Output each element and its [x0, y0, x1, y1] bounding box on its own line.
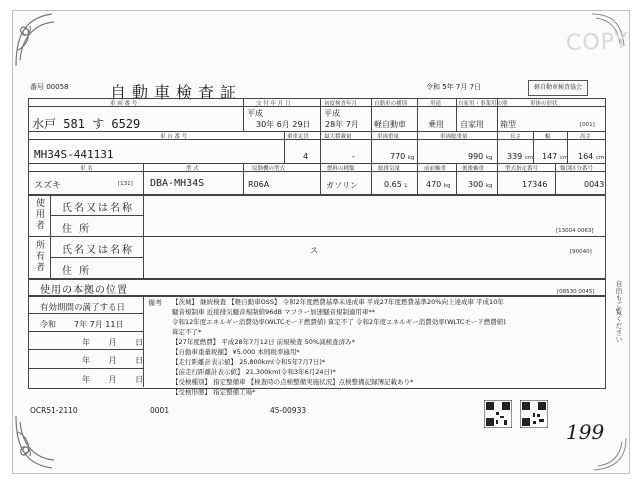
notes-title: 備考 — [148, 299, 162, 307]
length: 339 cm — [507, 152, 534, 161]
page-title: 自動車検査証 — [110, 83, 243, 102]
owner-address-label: 住 所 — [62, 266, 92, 277]
certificate-number: 番号 00058 — [30, 83, 69, 91]
displacement: 0.65 L — [384, 180, 408, 189]
registration-date: 30年 6月 29日 — [256, 120, 311, 129]
fuel-type: ガソリン — [326, 181, 358, 190]
label-length: 長さ — [510, 134, 522, 140]
expiry-date: 7年 7月 11日 — [74, 320, 124, 329]
qr-code-icon — [520, 400, 548, 428]
corner-ornament-icon — [12, 412, 56, 472]
label-model: 型 式 — [186, 166, 199, 172]
notes-line: 【走行距離計表示値】 25,800km(令和5年7月7日)* — [172, 358, 326, 366]
gross-weight: 990 kg — [468, 152, 493, 161]
height: 164 cm — [578, 152, 605, 161]
label-width: 幅 — [545, 134, 551, 140]
side-note: 自由もご覧ください — [615, 280, 623, 343]
label-front: 前前軸重 — [424, 166, 447, 172]
copy-watermark: COPY — [565, 28, 630, 57]
make-code: [131] — [118, 181, 133, 187]
label-shape: 車体の形状 — [530, 101, 558, 107]
label-engine: 原動機の型式 — [252, 166, 286, 172]
expiry-label: 有効期間の満了する日 — [40, 303, 126, 313]
qr-code-icon — [484, 400, 512, 428]
notes-line: 算定不了* — [172, 328, 202, 336]
engine-model: R06A — [248, 180, 270, 189]
owner-code: [90040] — [570, 249, 592, 255]
base-code: [08530 0045] — [557, 289, 595, 295]
label-rear: 後後軸重 — [462, 166, 485, 172]
seating-capacity: 4 — [303, 152, 309, 161]
base-location-label: 使用の本拠の位置 — [40, 285, 128, 296]
notes-line: 【自動車重量税額】 ¥5,000 本則税率適用* — [172, 348, 300, 356]
notes-line: 【茨城】 継続検査 【軽自動車OSS】 令和2年度燃費基準未達成車 平成27年度燃費基準20%向上達成車 平成10年 — [172, 298, 504, 306]
first-registration: 28年 7月 — [325, 120, 359, 129]
body-shape: 箱型 — [500, 120, 516, 129]
first-reg-era: 平成 — [324, 109, 340, 118]
corner-ornament-icon — [12, 10, 60, 70]
user-name-label: 氏名又は名称 — [62, 203, 134, 214]
notes-line: 令和12年度エネルギー消費効率(WLTCモード燃費値) 算定不了 令和2年度エネルギー消費効率(WLTCモード燃費値) — [172, 318, 506, 326]
notes-line: 【27年度燃費】 平成28年7月12日 前規検査 50%減検査済み* — [172, 338, 355, 346]
label-first-reg: 初度検査年月 — [324, 101, 358, 107]
label-height: 高さ — [580, 134, 592, 140]
vehicle-model: DBA-MH34S — [150, 178, 205, 189]
front-axle: 470 kg — [426, 180, 451, 189]
label-chassis: 車 台 番 号 — [160, 134, 188, 140]
footer-code-2: 45-00933 — [270, 406, 307, 415]
label-kind: 自動車の種別 — [374, 101, 408, 107]
owner-name: ス — [310, 246, 318, 255]
label-gross: 車両総重量 — [440, 134, 468, 140]
vehicle-table — [28, 98, 606, 196]
expiry-blank-2: 年 月 日 — [82, 356, 152, 365]
label-class-no: 類別区分番号 — [560, 166, 594, 172]
label-reg-no: 車 両 番 号 — [110, 101, 138, 107]
vehicle-purpose: 自家用 — [460, 120, 484, 129]
label-use: 用途 — [430, 101, 442, 107]
footer-code-1: 0001 — [150, 406, 170, 415]
notes-line: 【前走行距離計表示値】 21,300km(令和3年6月24日)* — [172, 368, 336, 376]
user-side-label: 使用者 — [34, 198, 44, 231]
vehicle-use: 乗用 — [428, 120, 444, 129]
label-fuel: 燃料の種類 — [327, 166, 355, 172]
label-purpose: 自家用・事業用の別 — [458, 101, 508, 107]
form-number: OCR51-2110 — [30, 406, 78, 415]
handwritten-number: 199 — [566, 420, 605, 444]
reg-era: 平成 — [247, 109, 263, 118]
chassis-number: MH34S-441131 — [34, 148, 114, 161]
registration-number: 水戸 581 す 6529 — [32, 117, 141, 131]
label-weight: 車両重量 — [377, 134, 400, 140]
max-load: - — [352, 152, 355, 161]
owner-name-label: 氏名又は名称 — [62, 245, 134, 256]
notes-line: 騒音規制車 近接排気騒音規制値96dB マフラー加速騒音規制適用車** — [172, 308, 375, 316]
type-number: 17346 — [522, 180, 548, 189]
label-max-load: 最大積載量 — [324, 134, 352, 140]
label-disp: 総排気量 — [378, 166, 401, 172]
vehicle-kind: 軽自動車 — [374, 120, 406, 129]
expiry-era: 令和 — [40, 320, 56, 329]
label-capacity: 乗車定員 — [287, 134, 310, 140]
label-reg-date: 交 付 年 月 日 — [256, 101, 291, 107]
rear-axle: 300 kg — [468, 180, 493, 189]
notes-line: 【受検形態】 指定整備工場* — [172, 388, 256, 396]
issuing-office: 軽自動車検査協会 — [528, 80, 588, 96]
notes-line: 【受検種別】 指定整備車 【検査時の点検整備実施状況】点検整備記録簿記載あり* — [172, 378, 414, 386]
issue-date: 令和 5年 7月 7日 — [426, 83, 482, 91]
vehicle-weight: 770 kg — [390, 152, 415, 161]
user-address-label: 住 所 — [62, 224, 92, 235]
label-type-no: 型式指定番号 — [505, 166, 539, 172]
class-number: 0043 — [584, 180, 605, 189]
expiry-blank-1: 年 月 日 — [82, 338, 152, 347]
vehicle-make: スズキ — [34, 181, 62, 191]
width: 147 cm — [542, 152, 569, 161]
shape-code: [001] — [580, 122, 595, 128]
user-code: [13004 0063] — [556, 228, 594, 234]
expiry-blank-3: 年 月 日 — [82, 375, 152, 384]
owner-side-label: 所有者 — [34, 240, 44, 273]
label-make: 車 名 — [80, 166, 93, 172]
